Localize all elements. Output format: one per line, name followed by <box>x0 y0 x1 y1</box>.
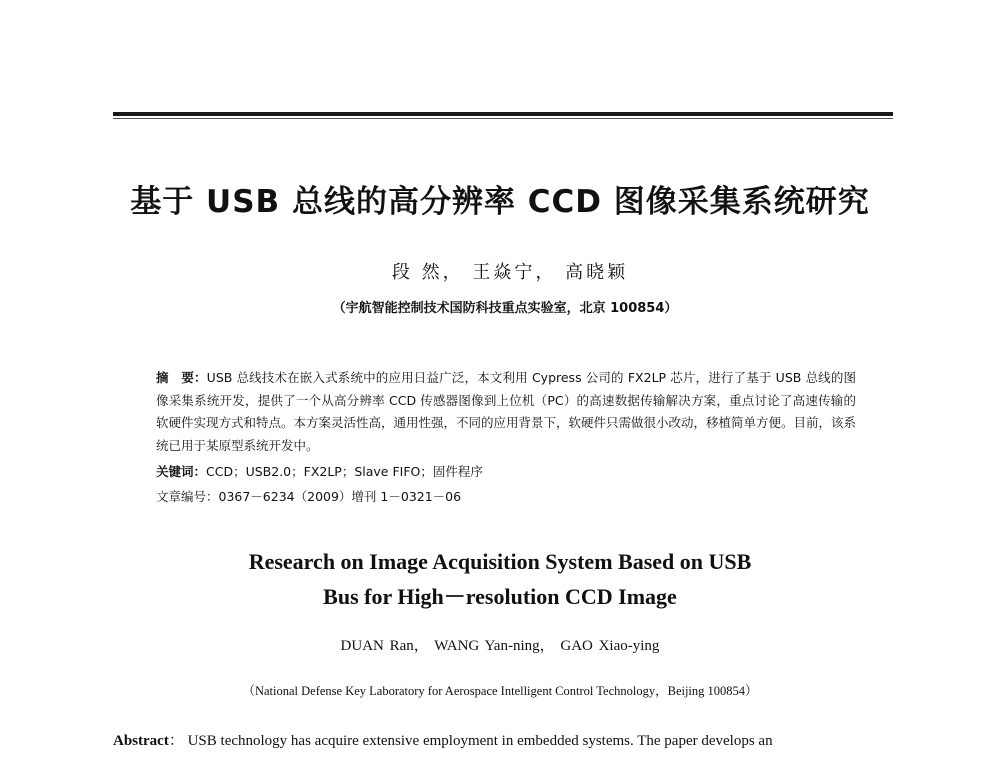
authors-english: DUAN Ran， WANG Yan-ning， GAO Xiao-ying <box>340 638 660 654</box>
paper-title-english <box>0 544 1000 614</box>
paper-title-chinese: 基于 USB 总线的高分辨率 CCD 图像采集系统研究 <box>130 184 870 220</box>
paper-title-english-line2: Bus for High－resolution CCD Image <box>323 584 677 609</box>
keywords-label: 关键词： <box>156 464 207 479</box>
abstract-english-separator: ： <box>168 733 184 749</box>
affiliation-chinese: （宇航智能控制技术国防科技重点实验室，北京 100854） <box>332 301 678 316</box>
abstract-chinese-label: 摘 要： <box>156 370 207 385</box>
abstract-english <box>113 729 893 750</box>
keywords-text: CCD；USB2.0；FX2LP；Slave FIFO；固件程序 <box>206 464 483 479</box>
abstract-english-label: Abstract <box>113 733 169 749</box>
authors-chinese: 段 然， 王焱宁， 高晓颖 <box>391 262 629 283</box>
keywords-chinese <box>156 462 856 480</box>
header-rule-thick <box>113 112 893 116</box>
abstract-english-text: USB technology has acquire extensive employment in embedded systems. The paper develops an <box>187 733 773 749</box>
affiliation-english: （National Defense Key Laboratory for Aerospace Intelligent Control Technology，Beijing 100854） <box>242 684 758 698</box>
paper-title-english-line1: Research on Image Acquisition System Based on USB <box>248 549 752 574</box>
article-number: 文章编号：0367－6234（2009）增刊 1－0321－06 <box>156 489 462 504</box>
abstract-chinese <box>156 367 856 457</box>
abstract-chinese-text: USB 总线技术在嵌入式系统中的应用日益广泛，本文利用 Cypress 公司的 FX2LP 芯片，进行了基于 USB 总线的图像采集系统开发，提供了一个从高分辨率 CCD 传感器图像到上位机（PC）的高速数据传输解决方案，重点讨论了高速传输的软硬件实现方式和特点。本方案灵活性高，通用性强，不同的应用背景下，软硬件只需做很小改动，移植简单方便。目前，该系统已用于某原型系统开发中。 <box>156 370 857 453</box>
header-rule-thin <box>113 118 893 119</box>
